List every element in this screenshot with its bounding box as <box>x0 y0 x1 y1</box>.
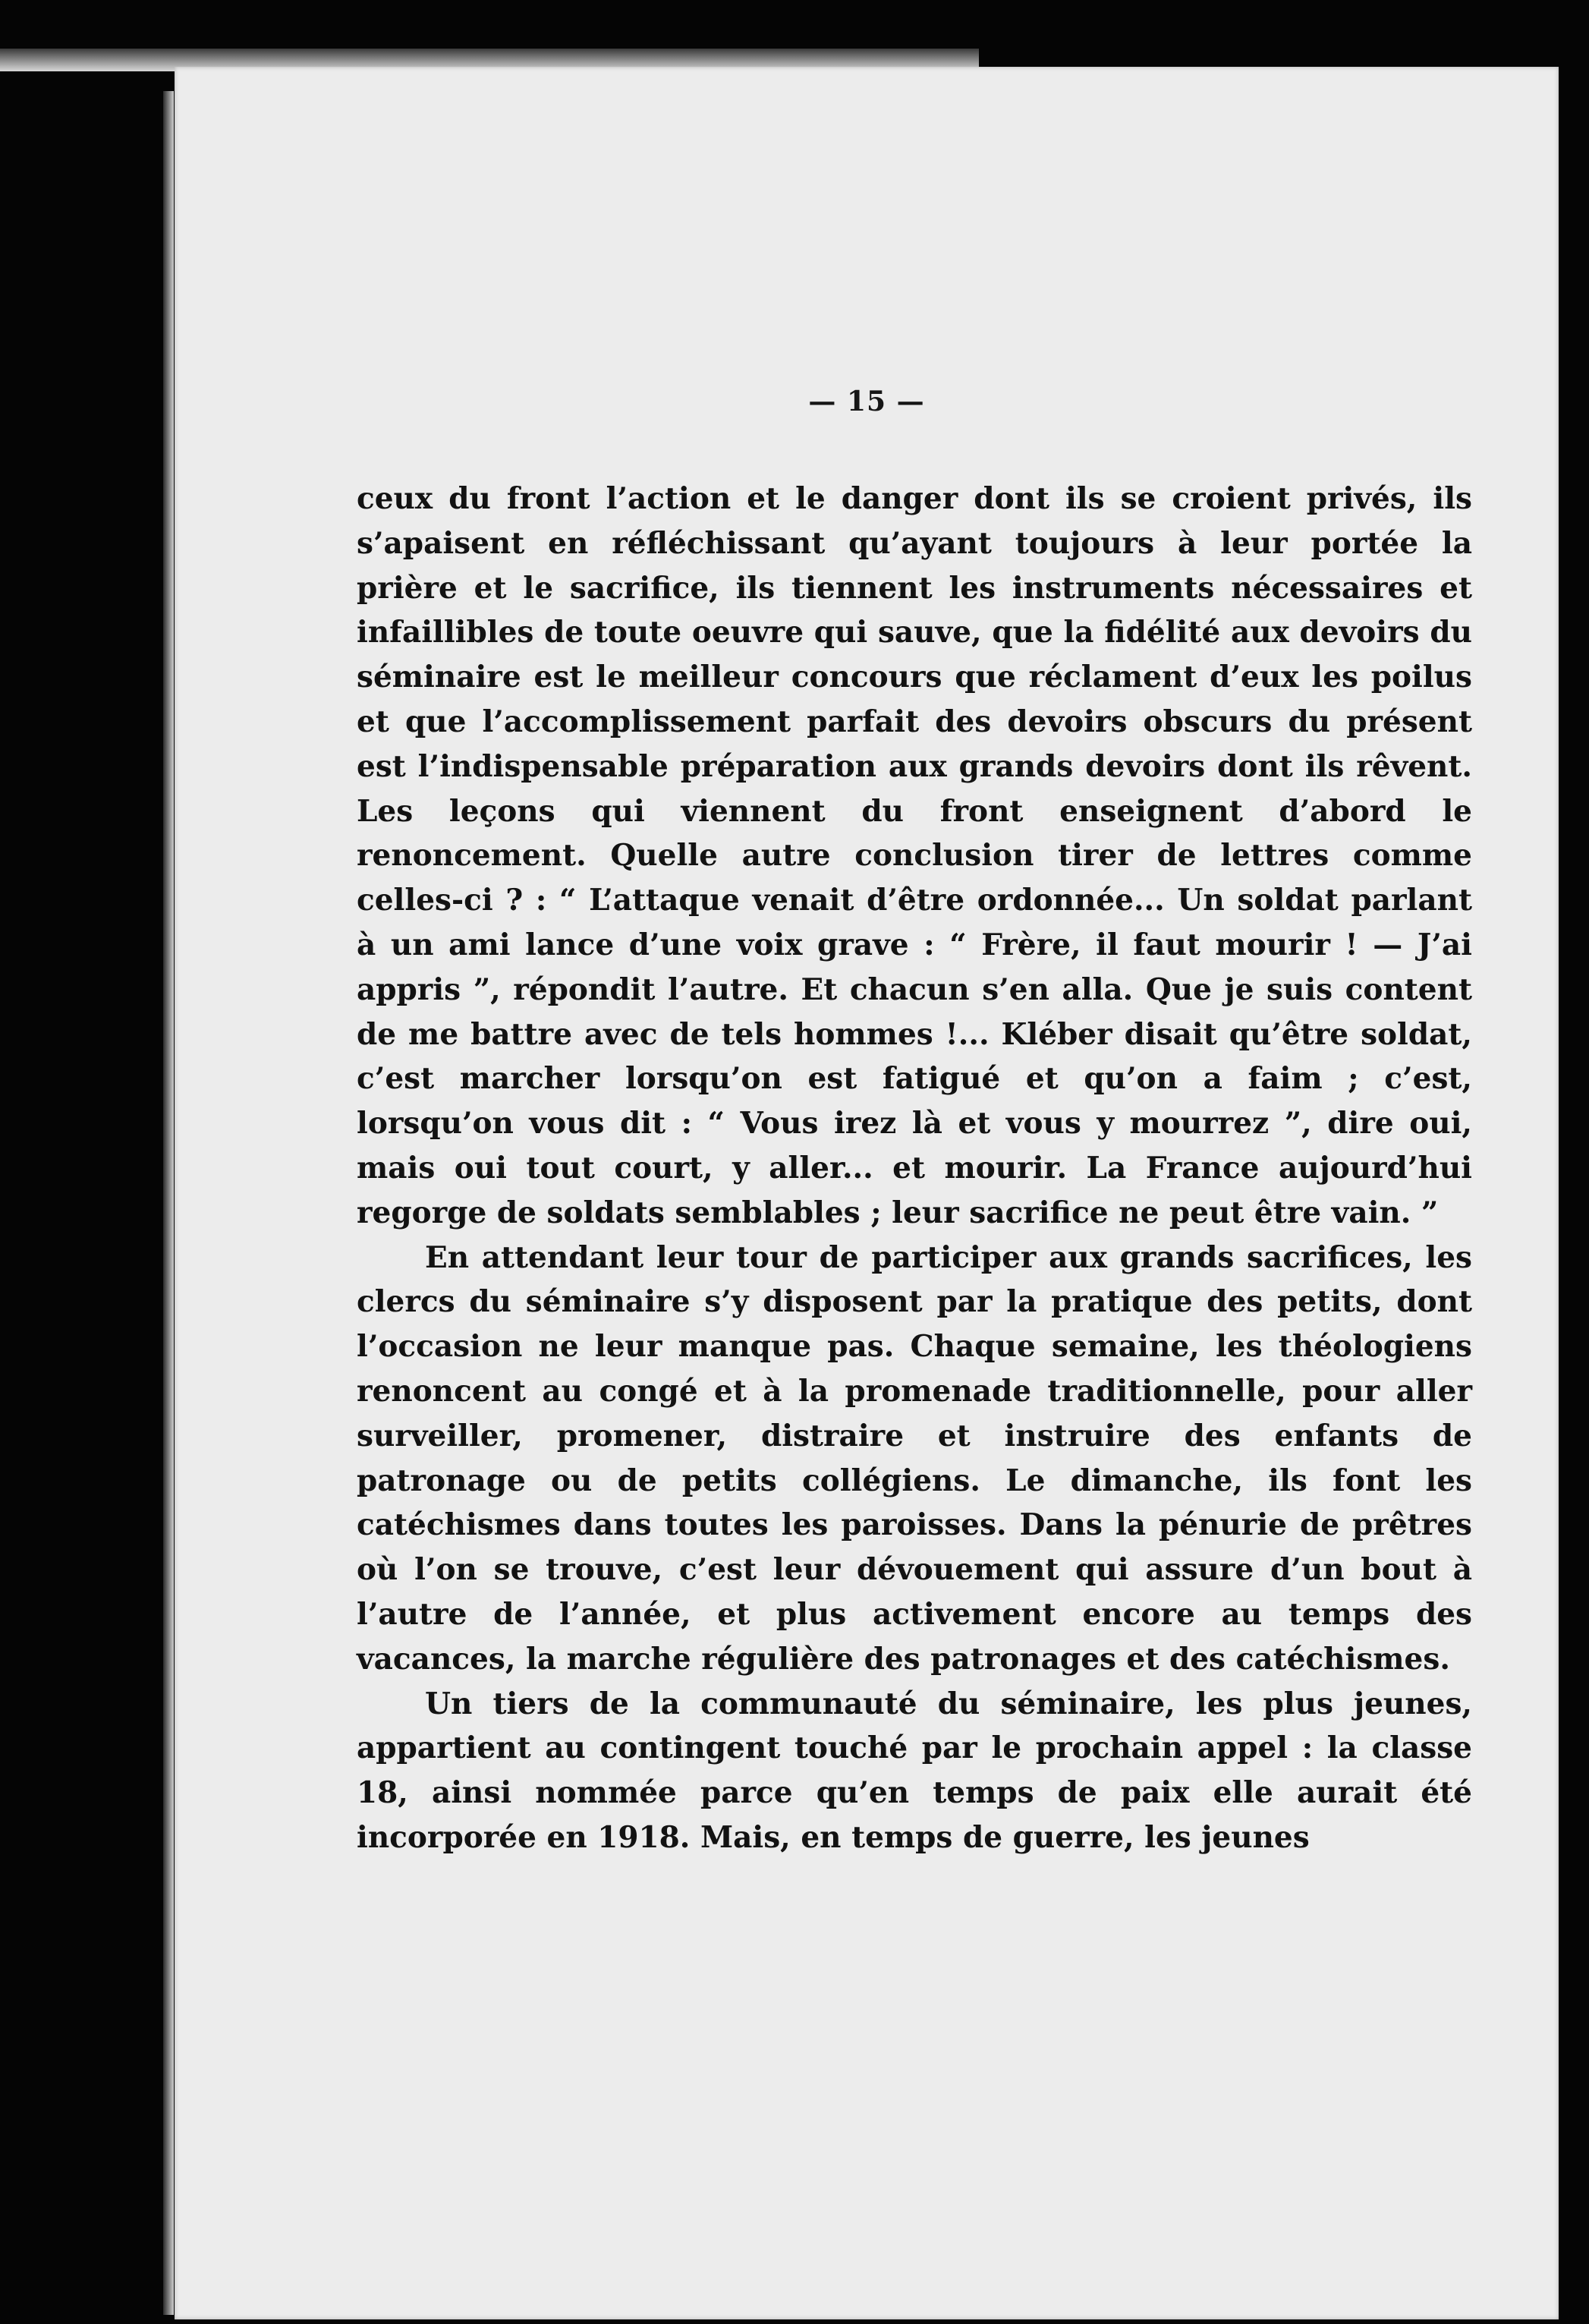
page-left-edge <box>163 91 174 2315</box>
paragraph-3: Un tiers de la communauté du séminaire, les plus jeunes, appartient au contingent touché par le prochain appel : la classe 18, ainsi nommée parce qu’en temps de paix elle aurait été incorporée en 1918. Mais, en temps de guerre, les jeunes <box>357 1686 1472 1855</box>
page-number: — 15 — <box>808 386 925 417</box>
body-text <box>357 477 1472 1860</box>
paragraph-2: En attendant leur tour de participer aux grands sacrifices, les clercs du séminaire s’y disposent par la pratique des petits, dont l’occasion ne leur manque pas. Chaque semaine, les théologiens renoncent au congé et à la promenade traditionnelle, pour aller surveiller, promener, distraire et instruire des enfants de patronage ou de petits collégiens. Le dimanche, ils font les catéchismes dans toutes les paroisses. Dans la pénurie de prêtres où l’on se trouve, c’est leur dévouement qui assure d’un bout à l’autre de l’année, et plus activement encore au temps des vacances, la marche régulière des patronages et des catéchismes. <box>357 1239 1472 1677</box>
paragraph-1: ceux du front l’action et le danger dont ils se croient privés, ils s’apaisent en réfléchissant qu’ayant toujours à leur portée la prière et le sacrifice, ils tiennent les instruments nécessaires et infaillibles de toute oeuvre qui sauve, que la fidélité aux devoirs du séminaire est le meilleur concours que réclament d’eux les poilus et que l’accomplissement parfait des devoirs obscurs du présent est l’indispensable préparation aux grands devoirs dont ils rêvent. Les leçons qui viennent du front enseignent d’abord le renoncement. Quelle autre conclusion tirer de lettres comme celles-ci ? : “ L’attaque venait d’être ordonnée... Un soldat parlant à un ami lance d’une voix grave : “ Frère, il faut mourir ! — J’ai appris ”, répondit l’autre. Et chacun s’en alla. Que je suis content de me battre avec de tels hommes !... Kléber disait qu’être soldat, c’est marcher lorsqu’on est fatigué et qu’on a faim ; c’est, lorsqu’on vous dit : “ Vous irez là et vous y mourrez ”, dire oui, mais oui tout court, y aller... et mourir. La France aujourd’hui regorge de soldats semblables ; leur sacrifice ne peut être vain. ” <box>357 481 1472 1230</box>
book-page <box>175 67 1559 2319</box>
